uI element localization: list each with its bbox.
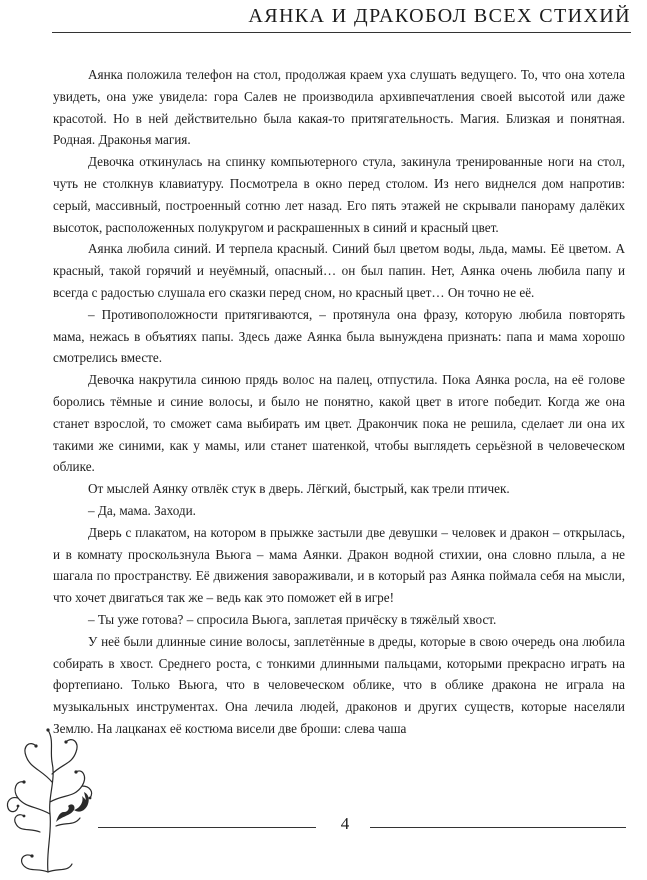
paragraph: Девочка откинулась на спинку компьютерного стула, закинула тренированные ноги на стол, чуть не столкнув клавиатуру. Посмотрела в окно перед столом. Из него виднелся дом напротив: серый, массивный, построенный сотню лет назад. Его пять этажей не скрывали панораму далёких высоток, расположенных полукругом и раскрашенных в синий и красный цвет. (53, 154, 625, 235)
book-title: АЯНКА И ДРАКОБОЛ ВСЕХ СТИХИЙ (248, 5, 631, 27)
paragraph: Дверь с плакатом, на котором в прыжке застыли две девушки – человек и дракон – открылась, и в комнату проскользнула Вьюга – мама Аянки. Дракон водной стихии, она словно плыла, а не шагала по пространству. Её движения завораживали, и в который раз Аянка поймала себя на мысли, что хочет двигаться так же – ведь как это поможет ей в игре! (53, 524, 625, 606)
paragraph: Аянка любила синий. И терпела красный. Синий был цветом воды, льда, мамы. Её цветом. А красный, такой горячий и неуёмный, опасный… он был папин. Нет, Аянка очень любила папу и всегда с радостью слушала его сказки перед сном, но красный цвет… Он точно не её. (53, 241, 625, 300)
paragraph: – Ты уже готова? – спросила Вьюга, заплетая причёску в тяжёлый хвост. (88, 611, 497, 627)
paragraph: От мыслей Аянку отвлёк стук в дверь. Лёгкий, быстрый, как трели птичек. (88, 481, 510, 497)
paragraph: – Да, мама. Заходи. (88, 502, 196, 518)
paragraph: Аянка положила телефон на стол, продолжая краем уха слушать ведущего. То, что она хотела увидеть, она уже увидела: гора Салев не производила архивпечатления своей высотой или даже красотой. Но в ней действительно была какая-то притягательность. Магия. Близкая и понятная. Родная. Драконья магия. (53, 67, 625, 148)
paragraph: – Противоположности притягиваются, – протянула она фразу, которую любила повторять мама, нежась в объятиях папы. Здесь даже Аянка была вынуждена признать: папа и мама хорошо смотрелись вместе. (53, 306, 625, 366)
running-header (52, 0, 631, 34)
dragon-tree-ornament-icon (0, 722, 100, 880)
header-rule (52, 32, 631, 33)
page-number: 4 (340, 814, 350, 833)
footer-rule-left (98, 827, 316, 828)
footer-rule-right (370, 827, 626, 828)
paragraph: Девочка накрутила синюю прядь волос на палец, отпустила. Пока Аянка росла, на её голове боролись тёмные и синие волосы, и было не понятно, какой цвет в итоге победит. Когда же она станет взрослой, то сможет сама выбирать им цвет. Дракончик пока не решила, сделает ли она их такими же синими, как у мамы, или станет шатенкой, чтобы выглядеть серьёзной в человеческом облике. (53, 372, 625, 475)
body-text (53, 64, 625, 740)
paragraph: У неё были длинные синие волосы, заплетённые в дреды, которые в свою очередь она любила собирать в хвост. Среднего роста, с тонкими длинными пальцами, которыми прекрасно играть на фортепиано. Только Вьюга, что в человеческом облике, что в облике дракона не играла на музыкальных инструментах. Она лечила людей, драконов и других существ, которые населяли Землю. На лацканах её костюма висели две броши: слева чаша (53, 633, 625, 736)
